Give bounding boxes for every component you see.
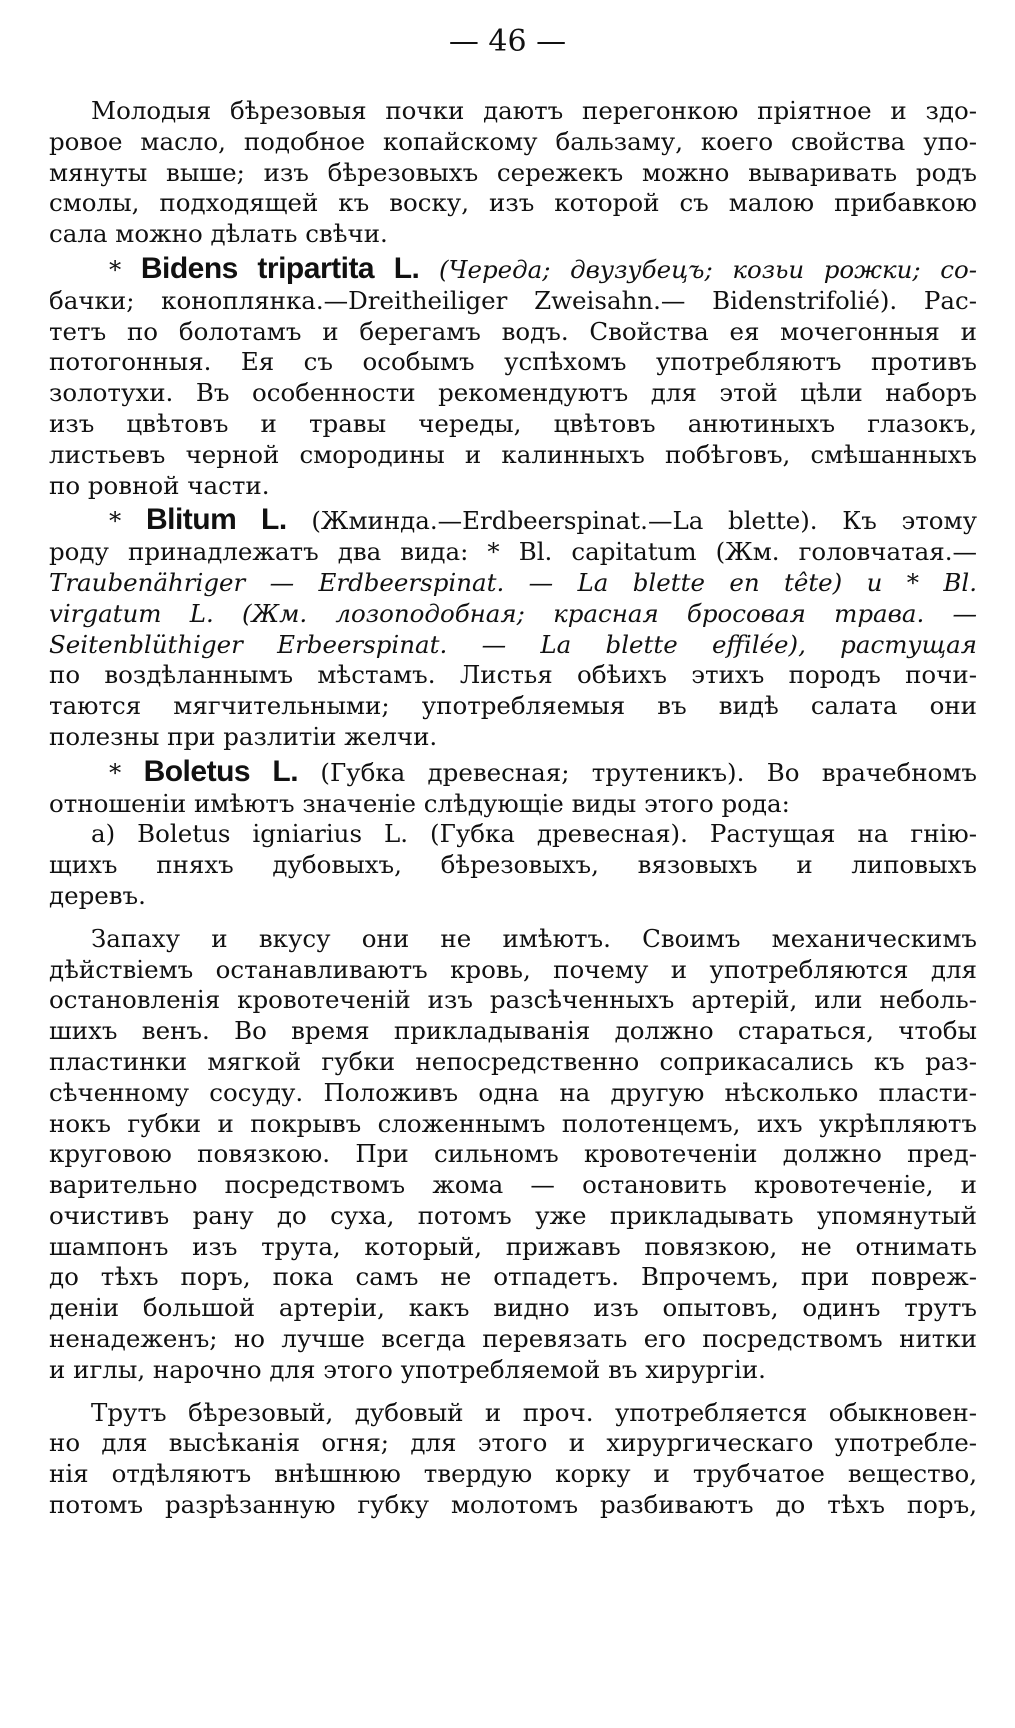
text-line: Трутъ бѣрезовый, дубовый и проч. употребляется обыкновен- (91, 1397, 977, 1427)
entry-star: * (109, 254, 122, 284)
text-line: изъ цвѣтовъ и травы череды, цвѣтовъ анютиныхъ глазокъ, (49, 408, 977, 438)
text-line: нія отдѣляютъ внѣшнюю твердую корку и трубчатое вещество, (49, 1459, 977, 1489)
entry-first-line (109, 251, 977, 286)
text-line: пластинки мягкой губки непосредственно соприкасались къ раз- (49, 1046, 977, 1076)
text-line: сала можно дѣлать свѣчи. (49, 219, 388, 249)
entry-line-rest: (Череда; двузубецъ; козьи рожки; со- (419, 254, 977, 284)
text-line: полезны при разлитіи желчи. (49, 721, 438, 751)
text-line: очистивъ рану до суха, потомъ уже прикладывать упомянутый (49, 1200, 977, 1230)
text-line: остановленія кровотеченій изъ разсѣченныхъ артерій, или неболь- (49, 985, 977, 1015)
page-number: — 46 — (448, 24, 567, 59)
entry-star: * (109, 506, 122, 536)
text-line: деревъ. (49, 880, 146, 910)
paragraph-boletus-a (49, 819, 977, 911)
text-line: ненадеженъ; но лучше всегда перевязать его посредствомъ нитки (49, 1324, 977, 1354)
text-line: бачки; коноплянка.—Dreitheiliger Zweisahn.— Bidenstrifolié). Рас- (49, 285, 977, 315)
text-line: варительно посредствомъ жома — остановить кровотеченіе, и (49, 1170, 977, 1200)
text-line: и иглы, нарочно для этого употребляемой въ хирургіи. (49, 1354, 766, 1384)
text-line: но для высѣканія огня; для этого и хирургическаго употребле- (49, 1428, 977, 1458)
entry-boletus (49, 754, 978, 820)
text-line: до тѣхъ поръ, пока самъ не отпадетъ. Впрочемъ, при повреж- (49, 1262, 977, 1292)
text-line: Traubenähriger — Erdbeerspinat. — La blette en tête) и * Bl. (49, 567, 977, 597)
text-line: ровое масло, подобное копайскому бальзаму, коего свойства упо- (49, 126, 977, 156)
paragraph-gap (49, 912, 977, 924)
text-line: шампонъ изъ трута, который, прижавъ повязкою, не отнимать (49, 1231, 977, 1261)
text-line: круговою повязкою. При сильномъ кровотеченіи должно пред- (49, 1139, 977, 1169)
text-line: по воздѣланнымъ мѣстамъ. Листья обѣихъ этихъ породъ почи- (49, 660, 977, 690)
text-line: сѣченному сосуду. Положивъ одна на другую нѣсколько пласти- (49, 1077, 977, 1107)
entry-bidens (49, 251, 977, 501)
text-line: золотухи. Въ особенности рекомендуютъ для этой цѣли наборъ (49, 378, 977, 408)
text-line: потомъ разрѣзанную губку молотомъ разбиваютъ до тѣхъ поръ, (49, 1490, 977, 1520)
entry-first-line (109, 754, 978, 789)
entry-heading: Boletus L. (143, 754, 299, 788)
text-line: нокъ губки и покрывъ сложеннымъ полотенцемъ, ихъ укрѣпляютъ (49, 1108, 977, 1138)
text-line: деніи большой артеріи, какъ видно изъ опытовъ, одинъ трутъ (49, 1293, 977, 1323)
text-line: мянуты выше; изъ бѣрезовыхъ сережекъ можно вываривать родъ (49, 157, 977, 187)
paragraph-properties (49, 924, 977, 1386)
text-line: щихъ пняхъ дубовыхъ, бѣрезовыхъ, вязовыхъ и липовыхъ (49, 850, 977, 880)
entry-first-line (109, 505, 977, 537)
entry-blitum (49, 505, 977, 752)
text-line: шихъ венъ. Во время прикладыванія должно стараться, чтобы (49, 1016, 977, 1046)
text-line: Молодыя бѣрезовыя почки даютъ перегонкою пріятное и здо- (91, 96, 977, 125)
entry-heading: Blitum L. (145, 503, 287, 537)
paragraph-tinder (49, 1398, 977, 1521)
entry-line-rest: (Губка древесная; трутеникъ). Во врачебномъ (298, 757, 978, 787)
text-line: роду принадлежатъ два вида: * Bl. capitatum (Жм. головчатая.— (49, 537, 977, 567)
entry-heading: Bidens tripartita L. (140, 251, 420, 285)
text-line: Seitenblüthiger Erbeerspinat. — La blette effilée), растущая (49, 629, 977, 659)
text-line: потогонныя. Ея съ особымъ успѣхомъ употребляютъ противъ (49, 347, 977, 377)
text-line: таются мягчительными; употребляемыя въ видѣ салата они (49, 691, 977, 721)
entry-line-rest: (Жминда.—Erdbeerspinat.—La blette). Къ этому (286, 506, 977, 536)
text-line: отношеніи имѣютъ значеніе слѣдующіе виды этого рода: (49, 788, 790, 818)
text-line: листьевъ черной смородины и калинныхъ побѣговъ, смѣшанныхъ (49, 439, 977, 469)
text-line: дѣйствіемъ останавливаютъ кровь, почему и употребляются для (49, 954, 977, 984)
entry-star: * (109, 757, 122, 787)
text-line: virgatum L. (Жм. лозоподобная; красная бросовая трава. — (49, 598, 977, 628)
page-body (49, 96, 977, 1521)
text-line: по ровной части. (49, 470, 270, 500)
text-line: Запаху и вкусу они не имѣютъ. Своимъ механическимъ (91, 923, 977, 953)
paragraph-birch-buds (49, 96, 977, 250)
text-line: смолы, подходящей къ воску, изъ которой съ малою прибавкою (49, 188, 977, 218)
text-line: a) Boletus igniarius L. (Губка древесная). Растущая на гнію- (91, 819, 977, 849)
text-line: тетъ по болотамъ и берегамъ водъ. Свойства ея мочегонныя и (49, 316, 977, 346)
paragraph-gap (49, 1386, 977, 1398)
